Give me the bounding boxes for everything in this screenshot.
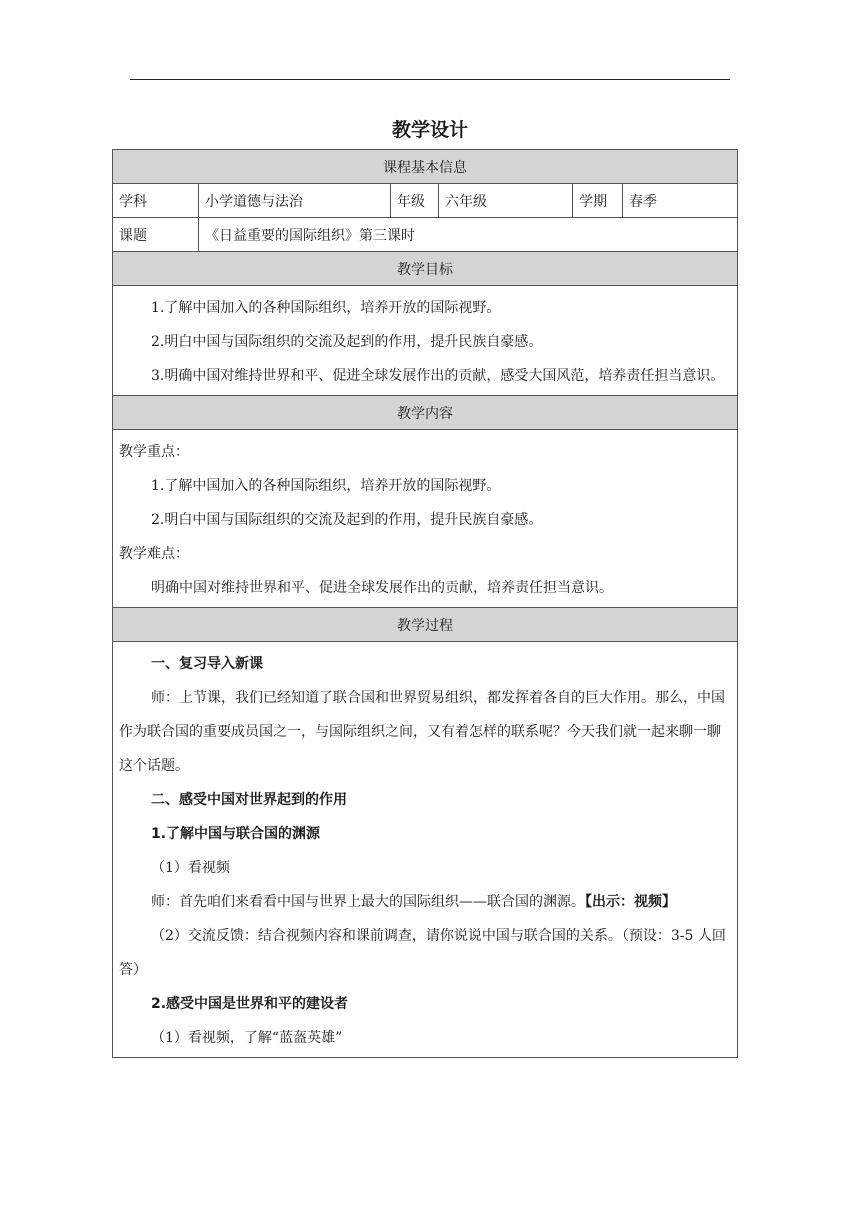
difficulty-label: 教学难点： — [119, 546, 189, 562]
teacher-paragraph — [113, 885, 737, 919]
teacher-line: 师：首先咱们来看看中国与世界上最大的国际组织——联合国的渊源。 — [151, 894, 585, 910]
key-points-label: 教学重点： — [119, 444, 189, 460]
term-value: 春季 — [623, 184, 738, 218]
subject-row — [113, 184, 738, 218]
objective-item: 2.明白中国与国际组织的交流及起到的作用，提升民族自豪感。 — [151, 334, 543, 350]
basic-info-header: 课程基本信息 — [113, 150, 738, 184]
subsection-title: 1.了解中国与联合国的渊源 — [151, 826, 321, 842]
topic-value: 《日益重要的国际组织》第三课时 — [199, 218, 738, 252]
step-text: （1）看视频，了解“蓝盔英雄” — [151, 1030, 343, 1046]
section-title: 二、感受中国对世界起到的作用 — [151, 792, 347, 808]
subsection-title: 2.感受中国是世界和平的建设者 — [151, 996, 349, 1012]
lesson-plan-table — [112, 149, 738, 1058]
document-title: 教学设计 — [391, 119, 468, 141]
difficulty-item: 明确中国对维持世界和平、促进全球发展作出的贡献，培养责任担当意识。 — [151, 580, 613, 596]
objective-item: 3.明确中国对维持世界和平、促进全球发展作出的贡献，感受大国风范，培养责任担当意识。 — [151, 368, 725, 384]
objectives-header: 教学目标 — [113, 252, 738, 286]
section-title: 一、复习导入新课 — [151, 656, 263, 672]
term-label: 学期 — [573, 184, 623, 218]
objectives-body — [113, 286, 738, 396]
key-point-item: 1.了解中国加入的各种国际组织，培养开放的国际视野。 — [151, 478, 501, 494]
step-text: （1）看视频 — [151, 860, 230, 876]
content-body — [113, 430, 738, 608]
objective-item: 1.了解中国加入的各种国际组织，培养开放的国际视野。 — [151, 300, 501, 316]
process-header: 教学过程 — [113, 608, 738, 642]
header-rule — [130, 79, 730, 80]
topic-label: 课题 — [113, 218, 199, 252]
key-point-item: 2.明白中国与国际组织的交流及起到的作用，提升民族自豪感。 — [151, 512, 543, 528]
step-text: （2）交流反馈：结合视频内容和课前调查，请你说说中国与联合国的关系。（预设：3-5 人回答） — [119, 928, 726, 978]
grade-label: 年级 — [391, 184, 439, 218]
show-video-marker: 【出示：视频】 — [585, 894, 676, 910]
topic-row — [113, 218, 738, 252]
grade-value: 六年级 — [439, 184, 573, 218]
subject-label: 学科 — [113, 184, 199, 218]
content-header: 教学内容 — [113, 396, 738, 430]
section-paragraph: 师：上节课，我们已经知道了联合国和世界贸易组织，都发挥着各自的巨大作用。那么，中国作为联合国的重要成员国之一，与国际组织之间，又有着怎样的联系呢？今天我们就一起来聊一聊这个话题。 — [119, 690, 725, 774]
process-body — [113, 642, 738, 1058]
subject-value: 小学道德与法治 — [199, 184, 391, 218]
